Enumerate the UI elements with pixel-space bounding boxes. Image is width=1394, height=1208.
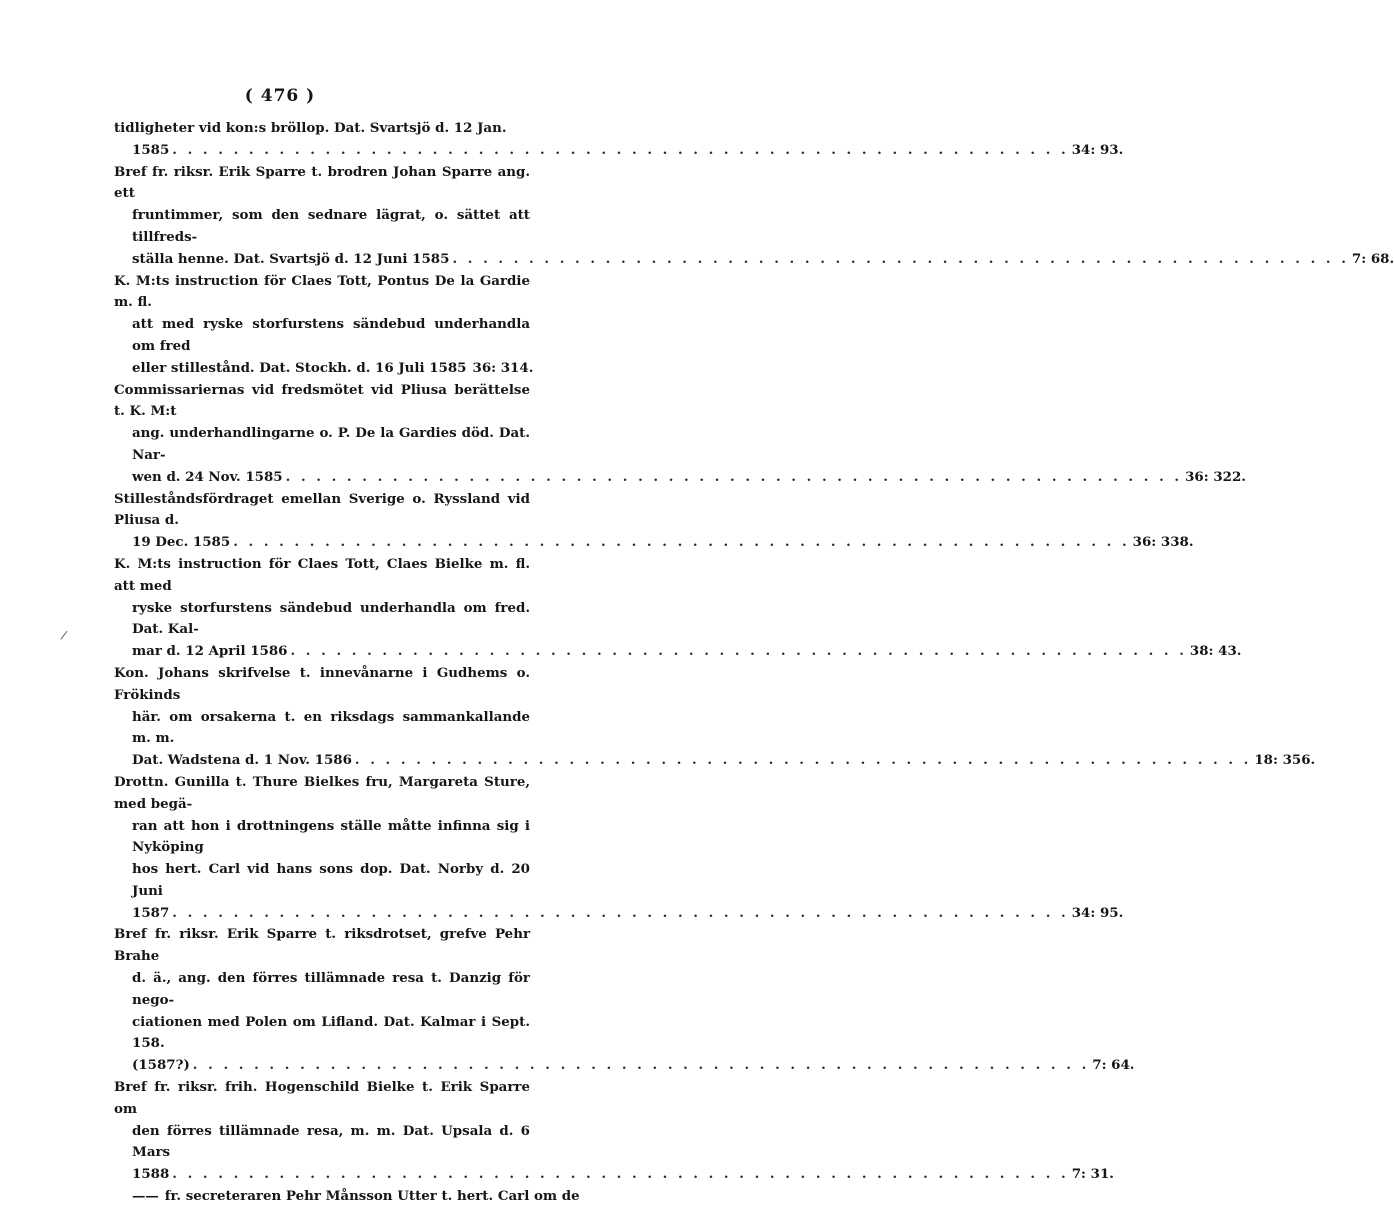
dot-leader: [286, 467, 1182, 489]
entry-text-line: att med ryske storfurstens sändebud underhandla om fred: [132, 316, 530, 354]
entry-reference-line: [114, 249, 1394, 271]
dot-leader: [172, 140, 1068, 162]
entry-date: 19 Dec. 1585: [132, 534, 231, 551]
entry-reference-line: [114, 140, 1124, 162]
ditto-dash: ——: [132, 1188, 159, 1205]
entry-reference-line: [114, 1055, 1135, 1077]
margin-mark: /: [59, 627, 69, 643]
volume-page-reference: 36: 338.: [1132, 534, 1194, 551]
entry-text-line: ran att hon i drottningens ställe måtte infinna sig i Nyköping: [132, 817, 530, 856]
entry-text-line: fruntimmer, som den sednare lägrat, o. sättet att tillfreds-: [132, 207, 530, 245]
register-entries: [114, 118, 1394, 1208]
entry-reference-line: [114, 750, 1316, 772]
register-entry: [114, 271, 534, 380]
dot-leader: [172, 903, 1068, 925]
entry-text-line: K. M:ts instruction för Claes Tott, Claes Bielke m. fl. att med: [114, 555, 530, 594]
entry-date: eller stillestånd. Dat. Stockh. d. 16 Juli 1585: [132, 359, 467, 376]
entry-text-line: här. om orsakerna t. en riksdags sammankallande m. m.: [132, 708, 530, 747]
dot-leader: [290, 641, 1186, 663]
volume-page-reference: 18: 356.: [1254, 752, 1316, 769]
continuation-entry: [114, 1186, 580, 1208]
entry-text-line: ryske storfurstens sändebud underhandla om fred. Dat. Kal-: [132, 599, 530, 638]
dot-leader: [172, 1164, 1068, 1186]
dot-leader: [452, 249, 1348, 271]
volume-page-reference: 7: 68.: [1351, 250, 1394, 267]
volume-page-reference: 7: 64.: [1092, 1057, 1135, 1074]
register-entry: [114, 118, 1124, 162]
entry-date: ställa henne. Dat. Svartsjö d. 12 Juni 1585: [132, 250, 450, 267]
register-entry: [114, 772, 1124, 925]
entry-date: (1587?): [132, 1057, 190, 1074]
volume-page-reference: 36: 314.: [472, 359, 534, 376]
entry-reference-line: [114, 467, 1246, 489]
entry-reference-line: [114, 903, 1124, 925]
entry-date: Dat. Wadstena d. 1 Nov. 1586: [132, 752, 352, 769]
entry-text-line: ang. underhandlingarne o. P. De la Gardies död. Dat. Nar-: [132, 425, 530, 463]
entry-text-line: hos hert. Carl vid hans sons dop. Dat. Norby d. 20 Juni: [132, 861, 530, 899]
volume-page-reference: 38: 43.: [1189, 643, 1242, 660]
page-number: ( 476 ): [244, 86, 316, 106]
entry-text-line: Bref fr. riksr. Erik Sparre t. brodren Johan Sparre ang. ett: [114, 163, 530, 202]
entry-text-line: fr. secreteraren Pehr Månsson Utter t. hert. Carl om de: [164, 1188, 580, 1205]
volume-page-reference: 7: 31.: [1071, 1166, 1114, 1183]
register-entry: [114, 924, 1135, 1077]
register-entry: [114, 380, 1246, 489]
entry-text-line: Drottn. Gunilla t. Thure Bielkes fru, Margareta Sture, med begä-: [114, 773, 530, 812]
register-entry: [114, 663, 1316, 772]
entry-reference-line: [114, 358, 534, 380]
entry-reference-line: [114, 641, 1242, 663]
entry-date: 1588: [132, 1166, 170, 1183]
entry-text-line: Kon. Johans skrifvelse t. innevånarne i Gudhems o. Frökinds: [114, 664, 530, 703]
entry-text-line: K. M:ts instruction för Claes Tott, Pontus De la Gardie m. fl.: [114, 272, 530, 311]
entry-text-line: den förres tillämnade resa, m. m. Dat. Upsala d. 6 Mars: [132, 1122, 530, 1161]
dot-leader: [193, 1055, 1089, 1077]
volume-page-reference: 36: 322.: [1185, 468, 1246, 485]
register-entry: [114, 1077, 1114, 1186]
entry-text-line: Bref fr. riksr. Erik Sparre t. riksdrotset, grefve Pehr Brahe: [114, 926, 530, 965]
register-entry: [114, 554, 1242, 663]
entry-date: 1587: [132, 904, 170, 921]
entry-reference-line: [114, 1164, 1114, 1186]
entry-text-line: Bref fr. riksr. frih. Hogenschild Bielke t. Erik Sparre om: [114, 1079, 530, 1117]
entry-text-line: d. ä., ang. den förres tillämnade resa t. Danzig för nego-: [132, 970, 530, 1008]
entry-text-line: ciationen med Polen om Lifland. Dat. Kalmar i Sept. 158.: [132, 1013, 530, 1052]
volume-page-reference: 34: 93.: [1071, 141, 1124, 158]
entry-date: 1585: [132, 141, 170, 158]
entry-reference-line: [114, 532, 1194, 554]
register-entry: [114, 489, 1194, 554]
register-entry: [114, 162, 1394, 271]
dot-leader: [233, 532, 1129, 554]
entry-text-line: Stilleståndsfördraget emellan Sverige o. Ryssland vid Pliusa d.: [114, 490, 530, 529]
volume-page-reference: 34: 95.: [1071, 904, 1124, 921]
entry-text-line: tidligheter vid kon:s bröllop. Dat. Svartsjö d. 12 Jan.: [114, 120, 507, 136]
entry-text-line: Commissariernas vid fredsmötet vid Pliusa berättelse t. K. M:t: [114, 381, 530, 420]
entry-date: mar d. 12 April 1586: [132, 643, 288, 660]
entry-date: wen d. 24 Nov. 1585: [132, 468, 283, 485]
dot-leader: [355, 750, 1251, 772]
